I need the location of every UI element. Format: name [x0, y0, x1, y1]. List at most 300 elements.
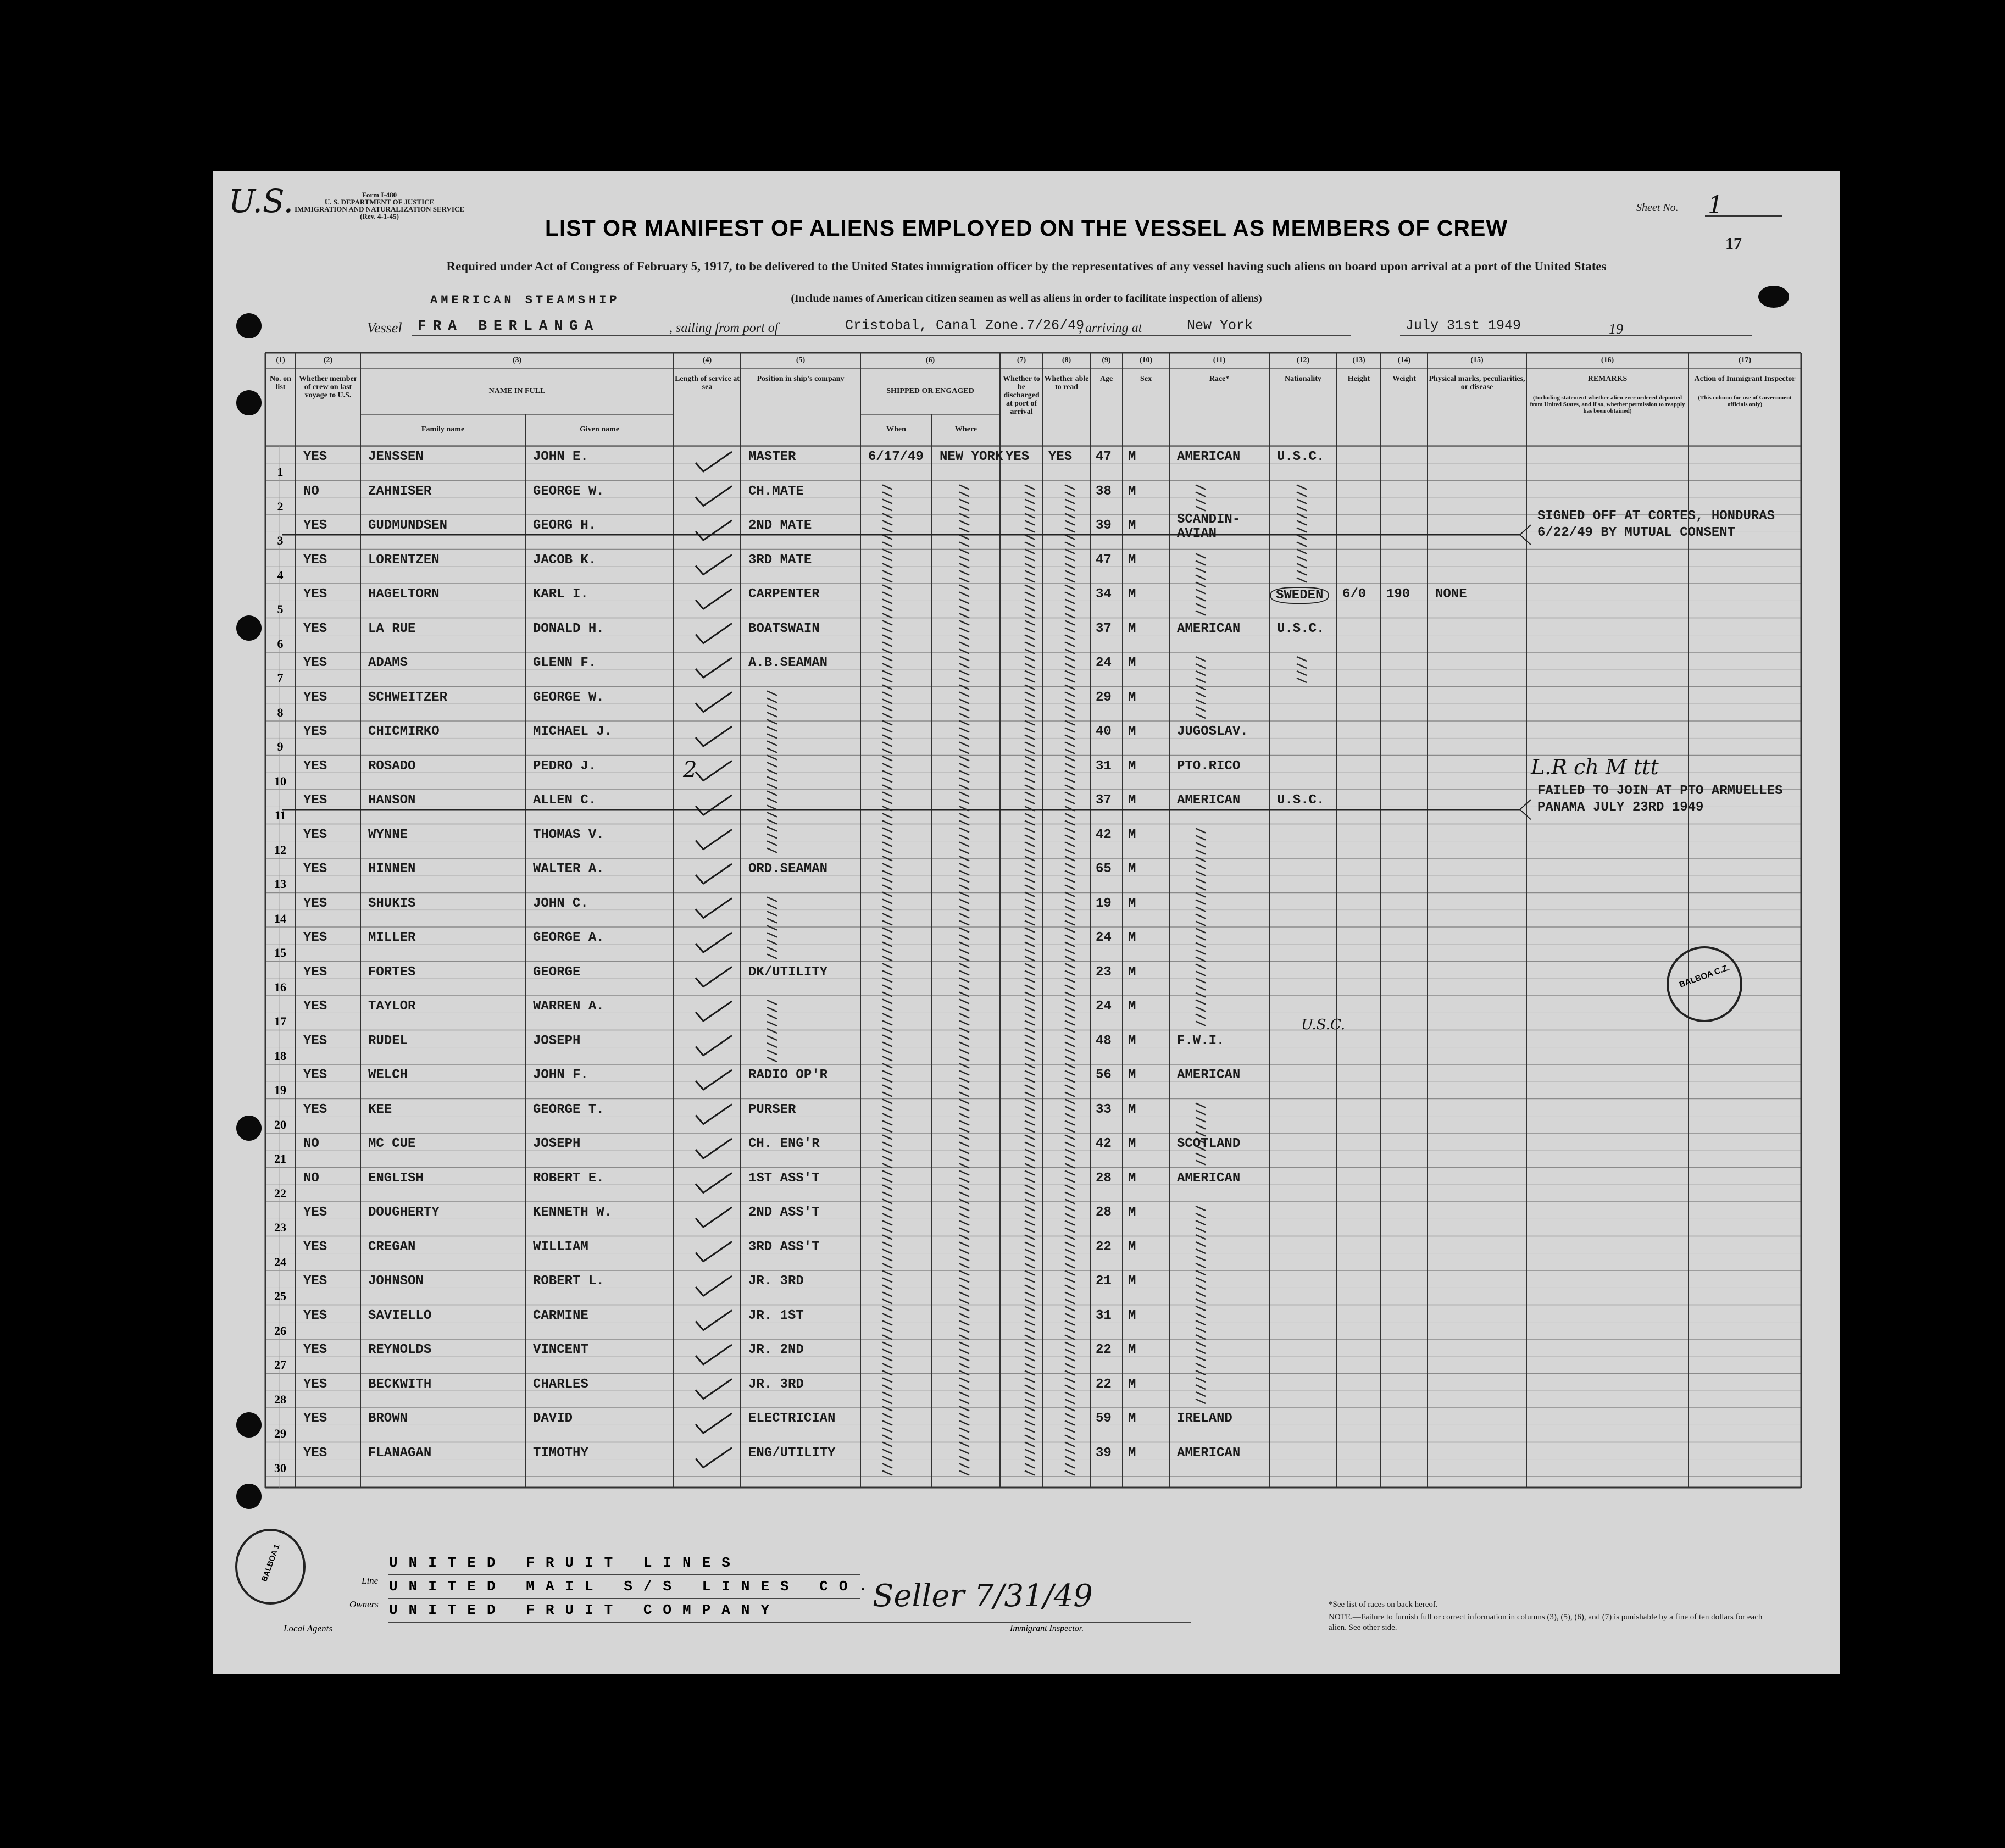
ditto-mark — [882, 564, 892, 568]
ditto-mark — [1196, 678, 1206, 682]
ditto-mark — [1196, 611, 1206, 615]
ditto-mark — [1065, 1014, 1075, 1018]
ditto-mark — [1065, 485, 1075, 490]
ditto-mark — [1065, 1407, 1075, 1411]
ditto-mark — [1025, 1378, 1035, 1383]
cell-last: YES — [303, 1274, 327, 1289]
check-mark — [696, 1448, 732, 1468]
cell-nat: SWEDEN — [1270, 587, 1329, 604]
ditto-mark — [1025, 1185, 1035, 1190]
ditto-mark — [1065, 1121, 1075, 1125]
ditto-mark — [1025, 735, 1035, 740]
ditto-mark — [767, 919, 777, 923]
ditto-mark — [959, 550, 969, 554]
row-number: 5 — [277, 602, 284, 617]
ditto-mark — [959, 685, 969, 690]
ditto-mark — [959, 1100, 969, 1104]
ditto-mark — [1025, 1014, 1035, 1018]
cell-age: 23 — [1096, 964, 1112, 980]
check-mark — [696, 1345, 732, 1364]
cell-sex: M — [1128, 964, 1136, 980]
ditto-mark — [1025, 1442, 1035, 1447]
ditto-mark — [1065, 750, 1075, 754]
ditto-mark — [882, 885, 892, 890]
ditto-mark — [1196, 1007, 1206, 1012]
ditto-mark — [959, 764, 969, 768]
cell-sex: M — [1128, 1308, 1136, 1323]
cell-sex: M — [1128, 518, 1136, 533]
cell-last: YES — [303, 1239, 327, 1255]
ditto-mark — [1025, 1007, 1035, 1011]
ditto-mark — [767, 940, 777, 945]
ditto-mark — [1025, 1228, 1035, 1233]
binder-hole — [236, 1484, 262, 1509]
ditto-mark — [1065, 1271, 1075, 1275]
cell-sex: M — [1128, 1377, 1136, 1392]
check-mark — [696, 1242, 732, 1262]
ditto-mark — [959, 1421, 969, 1425]
ditto-mark — [1025, 1278, 1035, 1283]
cell-position: 2ND MATE — [748, 518, 812, 533]
ditto-mark — [882, 1414, 892, 1418]
ditto-mark — [1196, 1235, 1206, 1239]
ditto-mark — [1065, 900, 1075, 904]
ditto-mark — [959, 1050, 969, 1054]
cell-age: 29 — [1096, 690, 1112, 705]
ditto-mark — [1065, 700, 1075, 704]
ditto-mark — [1065, 971, 1075, 975]
footer-line-1 — [388, 1574, 860, 1575]
cell-last: YES — [303, 1205, 327, 1220]
cell-position: 2ND ASS'T — [748, 1205, 820, 1220]
ditto-mark — [767, 1043, 777, 1047]
ditto-mark — [882, 657, 892, 661]
ditto-mark — [1025, 1342, 1035, 1347]
ditto-mark — [1025, 1142, 1035, 1147]
ditto-mark — [959, 800, 969, 804]
ditto-mark — [1196, 1270, 1206, 1275]
cell-height: 6/0 — [1342, 587, 1367, 602]
ditto-mark — [1025, 1242, 1035, 1247]
ditto-mark — [1065, 535, 1075, 540]
ditto-mark — [882, 550, 892, 554]
year-prefix: 19 — [1609, 321, 1623, 337]
ditto-mark — [767, 947, 777, 952]
ditto-mark — [959, 1035, 969, 1040]
ditto-mark — [1196, 872, 1206, 876]
ditto-mark — [1196, 1378, 1206, 1382]
ditto-mark — [959, 1264, 969, 1268]
ditto-mark — [959, 600, 969, 604]
cell-last: YES — [303, 1102, 327, 1117]
ditto-mark — [1025, 950, 1035, 954]
column-note: (Including statement whether alien ever ordered deported from United States, and if so, whether permission to reapply has been obtained) — [1530, 395, 1685, 414]
ditto-mark — [1065, 1357, 1075, 1361]
ditto-mark — [1065, 1050, 1075, 1054]
row-number: 30 — [274, 1461, 286, 1475]
cell-given: KENNETH W. — [533, 1205, 613, 1220]
check-mark — [696, 1173, 732, 1193]
ditto-mark — [959, 971, 969, 975]
ditto-mark — [882, 507, 892, 511]
ditto-mark — [1196, 1220, 1206, 1225]
ditto-mark — [1065, 1300, 1075, 1304]
ditto-mark — [1065, 871, 1075, 875]
ditto-mark — [1025, 1107, 1035, 1111]
ditto-mark — [767, 926, 777, 930]
check-mark — [696, 933, 732, 952]
ditto-mark — [959, 957, 969, 961]
ditto-mark — [1065, 1471, 1075, 1475]
ditto-mark — [959, 985, 969, 990]
column-number: (6) — [925, 356, 935, 364]
row-number: 10 — [274, 774, 286, 788]
cell-nat: U.S.C. — [1277, 793, 1325, 808]
ditto-mark — [1196, 1313, 1206, 1318]
ditto-mark — [959, 778, 969, 783]
column-sublabel: Given name — [580, 425, 619, 434]
cell-age: 22 — [1096, 1239, 1112, 1255]
ditto-mark — [1025, 828, 1035, 833]
ditto-mark — [1025, 957, 1035, 961]
ditto-mark — [959, 1385, 969, 1390]
arriving-label: , arriving at — [1079, 321, 1142, 335]
check-mark — [696, 1139, 732, 1158]
ditto-mark — [959, 935, 969, 940]
ditto-mark — [882, 1135, 892, 1140]
binder-hole — [236, 313, 262, 338]
ditto-mark — [767, 720, 777, 724]
ditto-mark — [1025, 500, 1035, 504]
ditto-mark — [1196, 1392, 1206, 1396]
cell-last: YES — [303, 964, 327, 980]
check-mark — [696, 795, 732, 815]
cell-family: WYNNE — [368, 827, 408, 842]
ditto-mark — [1196, 485, 1206, 490]
cell-last: YES — [303, 690, 327, 705]
ditto-mark — [959, 1471, 969, 1475]
cell-given: GEORG H. — [533, 518, 597, 533]
ditto-mark — [959, 1157, 969, 1161]
ditto-mark — [1297, 678, 1307, 682]
ditto-mark — [882, 1435, 892, 1440]
ditto-mark — [882, 1014, 892, 1018]
ditto-mark — [1065, 614, 1075, 618]
cell-last: YES — [303, 862, 327, 876]
column-number: (17) — [1738, 356, 1752, 364]
ditto-mark — [1025, 728, 1035, 732]
cell-remarks: FAILED TO JOIN AT PTO ARMUELLES PANAMA JULY 23RD 1949 — [1537, 784, 1783, 815]
column-number: (1) — [276, 356, 285, 364]
ditto-mark — [1196, 907, 1206, 912]
ditto-mark — [1025, 514, 1035, 518]
ditto-mark — [767, 691, 777, 696]
ditto-mark — [959, 1442, 969, 1447]
ditto-mark — [1025, 1400, 1035, 1404]
form-department: U. S. DEPARTMENT OF JUSTICE — [324, 198, 435, 206]
ditto-mark — [1196, 1256, 1206, 1261]
cell-given: WARREN A. — [533, 999, 604, 1014]
ditto-mark — [1065, 800, 1075, 804]
cell-family: ADAMS — [368, 656, 408, 670]
cell-race: AMERICAN — [1177, 621, 1241, 636]
cell-race: AMERICAN — [1177, 449, 1241, 464]
ditto-mark — [767, 741, 777, 746]
ditto-mark — [1196, 972, 1206, 976]
ditto-mark — [882, 1057, 892, 1061]
ditto-mark — [1297, 500, 1307, 504]
ditto-mark — [1025, 550, 1035, 554]
row-number: 14 — [274, 911, 286, 925]
ditto-mark — [1065, 928, 1075, 933]
ditto-mark — [1065, 1464, 1075, 1468]
ditto-mark — [1065, 621, 1075, 625]
ditto-mark — [1196, 950, 1206, 954]
ditto-mark — [1297, 664, 1307, 668]
ditto-mark — [1065, 671, 1075, 675]
cell-family: SAVIELLO — [368, 1308, 432, 1323]
ditto-mark — [1065, 842, 1075, 847]
ditto-mark — [1297, 550, 1307, 554]
ditto-mark — [1196, 1014, 1206, 1019]
ditto-mark — [959, 1400, 969, 1404]
cell-family: LORENTZEN — [368, 552, 440, 568]
ditto-mark — [882, 1264, 892, 1268]
ditto-mark — [1065, 1171, 1075, 1175]
cell-age: 37 — [1096, 793, 1112, 808]
ditto-mark — [1025, 607, 1035, 611]
ditto-mark — [767, 698, 777, 703]
ditto-mark — [882, 1442, 892, 1447]
cell-race: SCOTLAND — [1177, 1136, 1241, 1151]
ditto-mark — [767, 777, 777, 781]
ditto-mark — [1025, 635, 1035, 640]
cell-sex: M — [1128, 1274, 1136, 1289]
ditto-mark — [767, 827, 777, 831]
cell-position: 1ST ASS'T — [748, 1170, 820, 1186]
ditto-mark — [1196, 850, 1206, 854]
ditto-mark — [1065, 1150, 1075, 1154]
ditto-mark — [1025, 900, 1035, 904]
ditto-mark — [1025, 1135, 1035, 1140]
cell-last: YES — [303, 656, 327, 670]
ditto-mark — [882, 828, 892, 833]
ditto-mark — [767, 798, 777, 803]
ditto-mark — [882, 1378, 892, 1383]
cell-age: 65 — [1096, 862, 1112, 876]
customs-stamp-right — [1667, 946, 1742, 1022]
ditto-mark — [959, 1407, 969, 1411]
ditto-mark — [1025, 535, 1035, 540]
ditto-mark — [1025, 1250, 1035, 1254]
cell-family: CHICMIRKO — [368, 724, 440, 739]
column-label: Action of Immigrant Inspector — [1694, 375, 1796, 383]
ditto-mark — [882, 1328, 892, 1333]
ditto-mark — [959, 850, 969, 854]
cell-given: PEDRO J. — [533, 758, 597, 774]
cell-nat: U.S.C. — [1277, 449, 1325, 464]
ditto-mark — [959, 1457, 969, 1461]
ditto-mark — [959, 900, 969, 904]
ditto-mark — [1025, 1471, 1035, 1475]
ditto-mark — [882, 585, 892, 590]
ditto-mark — [1065, 1364, 1075, 1368]
ditto-mark — [959, 1321, 969, 1325]
cell-last: YES — [303, 896, 327, 911]
cell-nat: U.S.C. — [1277, 621, 1325, 636]
ditto-mark — [959, 664, 969, 668]
cell-position: CARPENTER — [748, 587, 820, 602]
ditto-mark — [882, 1214, 892, 1218]
cell-sex: M — [1128, 621, 1136, 636]
ditto-mark — [767, 954, 777, 959]
ditto-mark — [1065, 742, 1075, 747]
ditto-mark — [1196, 1299, 1206, 1303]
cell-last: YES — [303, 552, 327, 568]
cell-family: JENSSEN — [368, 449, 424, 464]
ditto-mark — [959, 878, 969, 883]
ditto-mark — [1025, 1157, 1035, 1161]
footer-owners-label: Owners — [349, 1599, 379, 1610]
ditto-mark — [959, 735, 969, 740]
ditto-mark — [959, 1171, 969, 1175]
row-number: 27 — [274, 1358, 286, 1372]
ditto-mark — [882, 1207, 892, 1211]
ditto-mark — [959, 650, 969, 654]
column-label: Length of service at sea — [675, 375, 740, 391]
cell-sex: M — [1128, 552, 1136, 568]
cell-remarks: SIGNED OFF AT CORTES, HONDURAS 6/22/49 BY MUTUAL CONSENT — [1537, 509, 1775, 540]
ditto-mark — [959, 1214, 969, 1218]
ditto-mark — [882, 1228, 892, 1233]
cell-sex: M — [1128, 999, 1136, 1014]
cell-position: 3RD ASS'T — [748, 1239, 820, 1255]
ditto-mark — [767, 791, 777, 796]
cell-family: ENGLISH — [368, 1170, 424, 1186]
cell-family: ROSADO — [368, 758, 416, 774]
ditto-mark — [1196, 700, 1206, 704]
check-mark — [696, 658, 732, 678]
cell-last: YES — [303, 793, 327, 808]
ditto-mark — [1196, 1292, 1206, 1296]
ditto-mark — [767, 1057, 777, 1062]
ditto-mark — [959, 557, 969, 561]
ditto-mark — [1025, 707, 1035, 711]
cell-family: KEE — [368, 1102, 392, 1117]
ditto-mark — [1297, 535, 1307, 540]
ditto-mark — [1196, 893, 1206, 897]
bracket-line — [1520, 809, 1531, 819]
ditto-mark — [959, 700, 969, 704]
ditto-mark — [959, 1364, 969, 1368]
cell-age: 19 — [1096, 896, 1112, 911]
ditto-mark — [767, 848, 777, 853]
ditto-mark — [1065, 628, 1075, 632]
ditto-mark — [959, 1042, 969, 1047]
cell-race: AMERICAN — [1177, 793, 1241, 808]
binder-hole — [236, 1412, 262, 1438]
ditto-mark — [1025, 1100, 1035, 1104]
ditto-mark — [882, 821, 892, 825]
ditto-mark — [882, 1371, 892, 1375]
cell-given: JOSEPH — [533, 1033, 581, 1048]
ditto-mark — [882, 778, 892, 783]
ditto-mark — [767, 734, 777, 739]
ditto-mark — [882, 1050, 892, 1054]
ditto-mark — [1025, 700, 1035, 704]
cell-age: 24 — [1096, 999, 1112, 1014]
cell-race: JUGOSLAV. — [1177, 724, 1248, 739]
ditto-mark — [959, 1464, 969, 1468]
ditto-mark — [767, 841, 777, 846]
inspector-label: Immigrant Inspector. — [1010, 1624, 1084, 1633]
ditto-mark — [882, 1192, 892, 1197]
ditto-mark — [1297, 521, 1307, 525]
column-label: Sex — [1140, 375, 1152, 383]
ditto-mark — [882, 1150, 892, 1154]
cell-last: YES — [303, 758, 327, 774]
ditto-mark — [882, 792, 892, 797]
ditto-mark — [882, 714, 892, 718]
cell-last: YES — [303, 999, 327, 1014]
ditto-mark — [1065, 1000, 1075, 1004]
check-mark — [696, 967, 732, 987]
ditto-mark — [1196, 561, 1206, 565]
cell-position: ORD.SEAMAN — [748, 862, 828, 876]
cell-given: GEORGE A. — [533, 930, 604, 945]
cell-family: MILLER — [368, 930, 416, 945]
ditto-mark — [1065, 521, 1075, 525]
ditto-mark — [1025, 671, 1035, 675]
ditto-mark — [959, 1071, 969, 1075]
ditto-mark — [959, 785, 969, 790]
column-label: Position in ship's company — [757, 375, 845, 383]
ditto-mark — [1297, 571, 1307, 575]
ditto-mark — [959, 1007, 969, 1011]
ditto-mark — [1065, 821, 1075, 825]
ditto-mark — [882, 985, 892, 990]
ditto-mark — [1065, 1400, 1075, 1404]
cell-read: YES — [1048, 449, 1073, 464]
ditto-mark — [882, 1392, 892, 1397]
ditto-mark — [1025, 878, 1035, 883]
ditto-mark — [959, 628, 969, 632]
ditto-mark — [1065, 1321, 1075, 1325]
row-number: 17 — [274, 1014, 286, 1029]
ditto-mark — [1065, 657, 1075, 661]
check-mark — [696, 589, 732, 609]
ditto-mark — [882, 535, 892, 540]
cell-last: NO — [303, 1136, 319, 1151]
ditto-mark — [767, 834, 777, 839]
ditto-mark — [1025, 1385, 1035, 1390]
ditto-mark — [882, 850, 892, 854]
row-number: 24 — [274, 1255, 286, 1269]
ditto-mark — [1196, 507, 1206, 511]
ditto-mark — [1065, 1257, 1075, 1261]
ditto-mark — [882, 1450, 892, 1454]
ditto-mark — [1196, 936, 1206, 940]
ditto-mark — [882, 692, 892, 697]
ditto-mark — [1196, 1000, 1206, 1005]
check-mark — [696, 1036, 732, 1056]
cell-age: 47 — [1096, 552, 1112, 568]
cell-family: ZAHNISER — [368, 484, 432, 499]
cell-given: ROBERT L. — [533, 1274, 604, 1289]
ditto-mark — [959, 714, 969, 718]
ditto-mark — [1065, 1250, 1075, 1254]
ditto-mark — [767, 904, 777, 909]
